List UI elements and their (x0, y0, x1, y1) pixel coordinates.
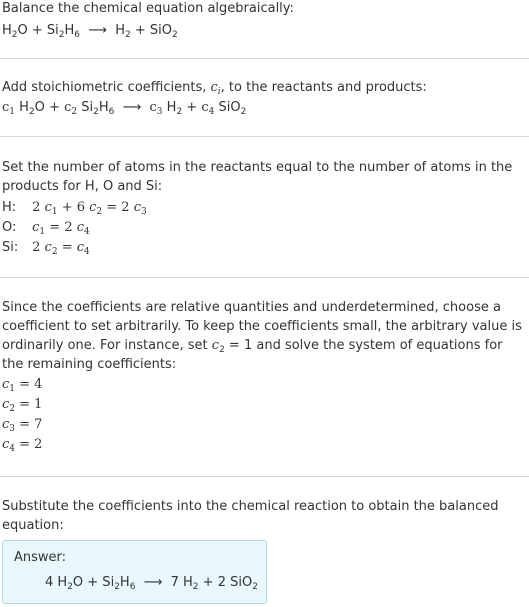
atom-equations (2, 198, 147, 258)
solution-row: $c_1 = 4$ (2, 377, 43, 394)
answer-box (2, 540, 267, 604)
atom-equation-row: O: $c_1 = 2$ $c_4$ (2, 220, 90, 237)
step4-paragraph: Since the coefficients are relative quantities and underdetermined, choose a coefficient to set arbitrarily. To keep the coefficients small, the arbitrary value is ordinarily one. For instance, set $c_2 = 1$ and solve the system of equations for the remaining coefficients: (2, 300, 522, 372)
atom-label: Si: (2, 240, 19, 255)
step5-heading-line1: Substitute the coefficients into the chemical reaction to obtain the balanced (2, 499, 499, 514)
step1-heading: Balance the chemical equation algebraically: (2, 1, 294, 16)
solution-list (2, 375, 42, 455)
answer-label: Answer: (14, 550, 67, 565)
step3-heading-line1: Set the number of atoms in the reactants equal to the number of atoms in the (2, 160, 513, 175)
step1-equation: $H_2O + Si_2H_6$ ⟶ $H_2 + SiO_2$ (2, 23, 178, 40)
divider (0, 136, 529, 137)
answer-equation: 4 $H_2O + Si_2H_6$ ⟶ 7 $H_2 + 2$ SiO$_2$ (45, 575, 258, 592)
atom-label: O: (2, 220, 17, 235)
solution-row: $c_3 = 7$ (2, 417, 43, 434)
divider (0, 277, 529, 278)
solution-row: $c_4 = 2$ (2, 437, 43, 454)
divider (0, 58, 529, 59)
atom-label: H: (2, 200, 17, 215)
divider (0, 476, 529, 477)
step2-heading: Add stoichiometric coefficients, $c_i$, to the reactants and products: (2, 80, 427, 97)
step2-equation: $c_1$ $H_2O + c_2$ $Si_2H_6$ ⟶ $c_3$ $H_2 + c_4$ SiO$_2$ (2, 100, 247, 117)
step3-heading-line2: products for H, O and Si: (2, 179, 163, 194)
step5-heading-line2: equation: (2, 518, 64, 533)
solution-row: $c_2 = 1$ (2, 397, 43, 414)
atom-equation-row: H: 2 $c_1 + 6$ $c_2 = 2$ $c_3$ (2, 200, 147, 217)
atom-equation-row: Si: 2 $c_2 = c_4$ (2, 240, 90, 257)
